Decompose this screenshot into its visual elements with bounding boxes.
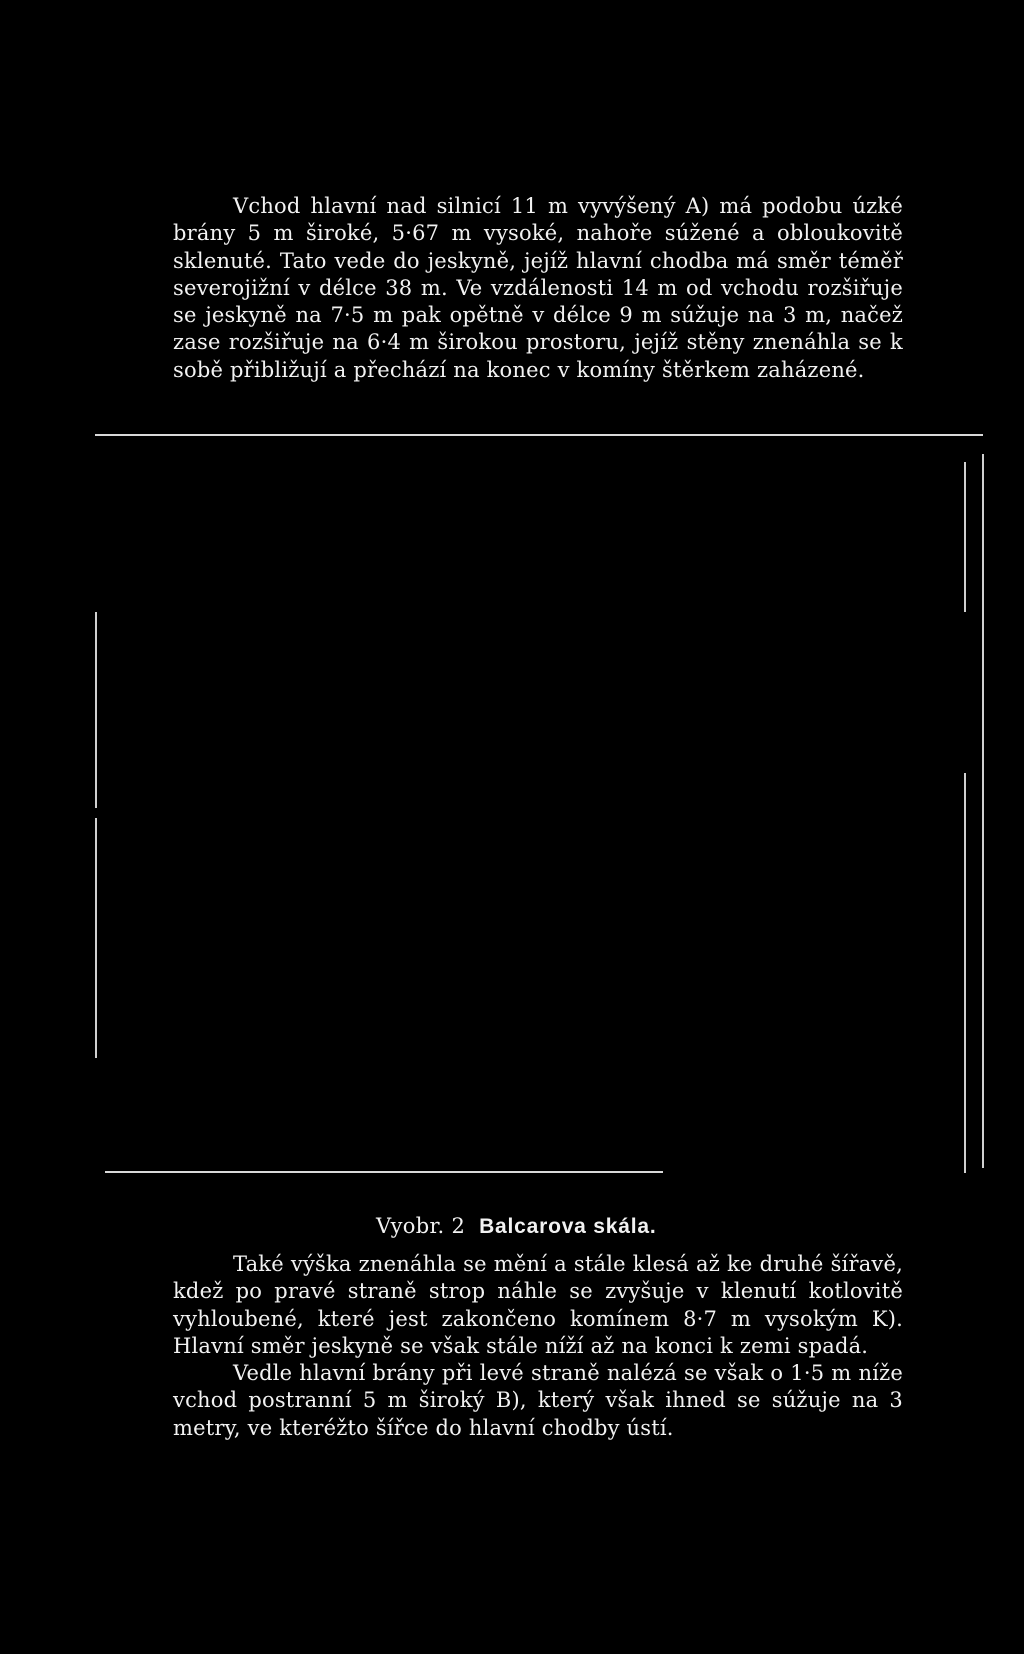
figure-bottom-border — [105, 1171, 663, 1173]
paragraph: Vchod hlavní nad silnicí 11 m vyvýšený A) má podobu úzké brány 5 m široké, 5·67 m vysoké, nahoře súžené a obloukovitě sklenuté. Tato vede do jeskyně, jejíž hlavní chodba má směr téměř severojižní v délce 38 m. Ve vzdálenosti 14 m od vchodu rozšiřuje se jeskyně na 7·5 m pak opětně v délce 9 m súžuje na 3 m, načež zase rozšiřuje na 6·4 m širokou prostoru, jejíž stěny znenáhla se k sobě přibližují a přechází na konec v komíny štěrkem zaházené. — [173, 194, 903, 382]
body-text-bottom — [173, 1251, 903, 1442]
body-text-top — [173, 193, 903, 384]
figure-right-edge-mid — [964, 462, 966, 612]
paragraph: Vedle hlavní brány při levé straně nalézá se však o 1·5 m níže vchod postranní 5 m široký B), který však ihned se súžuje na 3 metry, ve kteréžto šířce do hlavní chodby ústí. — [173, 1361, 903, 1440]
figure-right-edge — [982, 454, 984, 1168]
paragraph: Také výška znenáhla se mění a stále klesá až ke druhé šířavě, kdež po pravé straně strop náhle se zvyšuje v klenutí kotlovitě vyhloubené, které jest zakončeno komínem 8·7 m vysokým K). Hlavní směr jeskyně se však stále níží až na konci k zemi spadá. — [173, 1252, 903, 1358]
figure-caption — [376, 1214, 656, 1239]
figure-left-edge-lower — [95, 818, 97, 1058]
figure-top-border — [95, 434, 983, 436]
figure-caption-label: Vyobr. 2 — [376, 1214, 466, 1238]
figure-left-edge-upper — [95, 612, 97, 808]
figure-caption-title: Balcarova skála. — [479, 1215, 657, 1238]
figure-right-edge-lower — [964, 773, 966, 1173]
